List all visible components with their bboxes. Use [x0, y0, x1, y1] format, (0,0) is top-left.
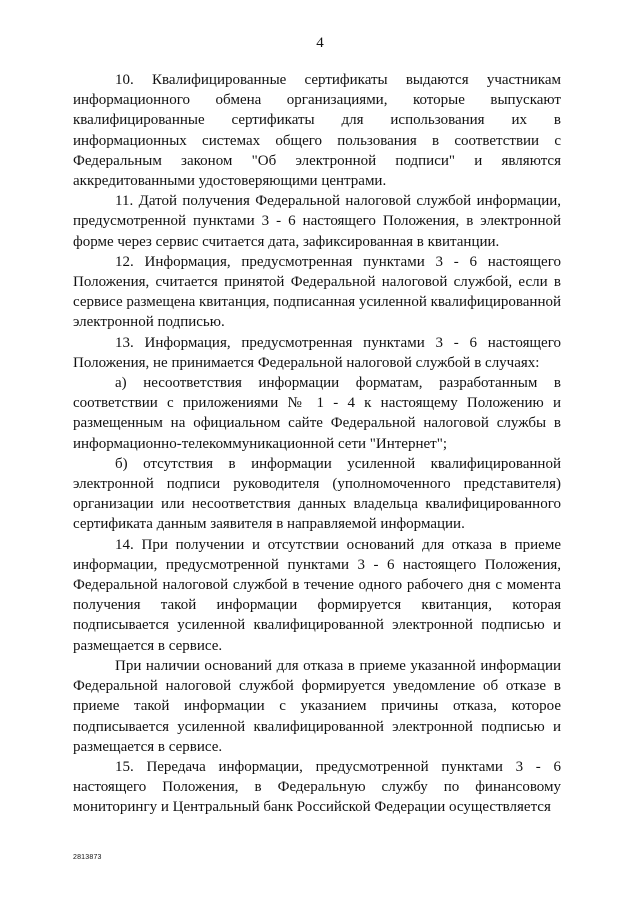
- paragraph-10: 10. Квалифицированные сертификаты выдаются участникам информационного обмена организациями, которые выпускают квалифицированные сертификаты для использования их в информационных системах общего пользования в соответствии с Федеральным законом "Об электронной подписи" и являются аккредитованными удостоверяющими центрами.: [73, 72, 561, 190]
- page-number: 4: [316, 35, 324, 51]
- paragraph-11: 11. Датой получения Федеральной налоговой службой информации, предусмотренной пунктами 3 - 6 настоящего Положения, в электронной форме через сервис считается дата, зафиксированная в квитанции.: [73, 193, 561, 250]
- paragraph-14: 14. При получении и отсутствии оснований для отказа в приеме информации, предусмотренной пунктами 3 - 6 настоящего Положения, Федеральной налоговой службой в течение одного рабочего дня с момента получения такой информации формируется квитанция, которая подписывается усиленной квалифицированной электронной подписью и размещается в сервисе.: [73, 536, 561, 654]
- document-id: 2813873: [73, 854, 102, 861]
- document-body: [73, 70, 561, 818]
- paragraph-13-b: б) отсутствия в информации усиленной квалифицированной электронной подписи руководителя (уполномоченного представителя) организации или несоответствия данных владельца квалифицированного сертификата данным заявителя в направляемой информации.: [73, 455, 561, 533]
- paragraph-13: 13. Информация, предусмотренная пунктами 3 - 6 настоящего Положения, не принимается Федеральной налоговой службой в случаях:: [73, 334, 561, 371]
- paragraph-13-a: а) несоответствия информации форматам, разработанным в соответствии с приложениями № 1 - 4 к настоящему Положению и размещенным на официальном сайте Федеральной налоговой службы в информационно-телекоммуникационной сети "Интернет";: [73, 375, 561, 452]
- paragraph-14-refusal: При наличии оснований для отказа в приеме указанной информации Федеральной налоговой службой формируется уведомление об отказе в приеме такой информации с указанием причины отказа, которое подписывается усиленной квалифицированной электронной подписью и размещается в сервисе.: [73, 657, 561, 755]
- paragraph-12: 12. Информация, предусмотренная пунктами 3 - 6 настоящего Положения, считается принятой Федеральной налоговой службой, если в сервисе размещена квитанция, подписанная усиленной квалифицированной электронной подписью.: [73, 253, 561, 331]
- paragraph-15: 15. Передача информации, предусмотренной пунктами 3 - 6 настоящего Положения, в Федеральную службу по финансовому мониторингу и Центральный банк Российской Федерации осуществляется: [73, 758, 561, 816]
